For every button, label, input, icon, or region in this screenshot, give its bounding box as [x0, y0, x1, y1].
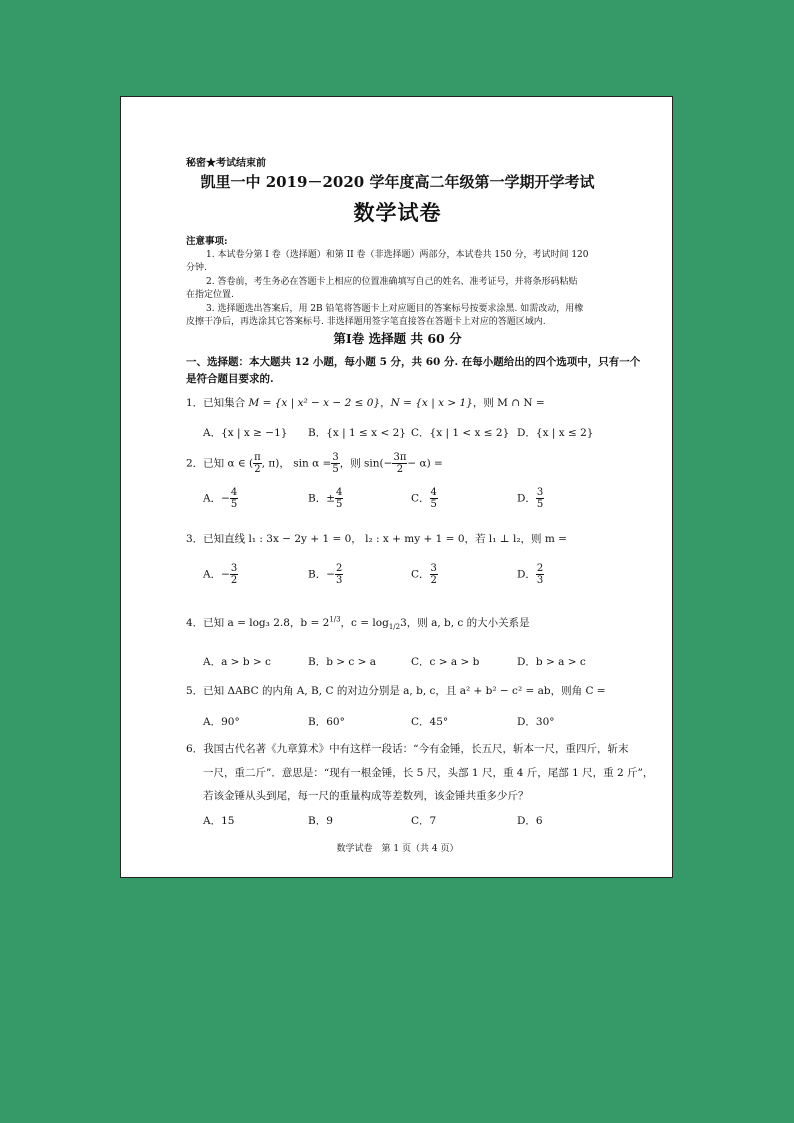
opt-fraction: [430, 563, 438, 586]
q2-text: , π)， sin α =: [261, 457, 332, 470]
notice-heading: 注意事项:: [186, 236, 228, 247]
frac-den: 2: [396, 464, 404, 475]
opt-fraction: [230, 563, 238, 586]
q1-text: 1．已知集合: [186, 397, 249, 409]
notice-line: 皮擦干净后，再选涂其它答案标号. 非选择题用签字笔直接答在答题卡上对应的答题区域内.: [186, 317, 546, 327]
question-6-line: 一尺，重二斤”．意思是：“现有一根金锤，长 5 尺，头部 1 尺，重 4 斤，尾部 1 尺，重 2 斤”，: [203, 767, 654, 779]
q4-text: 4．已知 a = log₃ 2.8，b = 2: [186, 617, 330, 629]
frac-num: 3: [430, 563, 437, 574]
frac-den: 5: [536, 499, 544, 510]
notice-line: 在指定位置.: [186, 290, 234, 300]
q2-option-c: [411, 487, 438, 510]
frac-den: 2: [230, 575, 238, 586]
opt-fraction: [335, 563, 343, 586]
q2-fraction: [392, 452, 407, 475]
q6-option-d: D．6: [517, 815, 543, 827]
frac-den: 3: [336, 575, 343, 586]
q5-option-b: B．60°: [308, 716, 345, 728]
exam-page: [120, 96, 673, 878]
opt-fraction: [230, 487, 238, 510]
opt-label: B．−: [308, 568, 336, 581]
q4-option-c: C．c > a > b: [411, 656, 480, 668]
q4-option-d: D．b > a > c: [517, 656, 586, 668]
q6-option-a: A．15: [203, 815, 235, 827]
frac-den: 2: [254, 464, 261, 475]
q1-option-c: C．{x | 1 < x ≤ 2}: [411, 427, 510, 439]
frac-num: 2: [536, 563, 544, 574]
frac-num: 3π: [393, 452, 407, 463]
q5-option-a: A．90°: [203, 716, 240, 728]
q4-exponent: 1/3: [329, 615, 341, 624]
q2-option-b: [308, 487, 343, 510]
q2-fraction: [253, 452, 262, 475]
notice-line: 分钟.: [186, 263, 207, 273]
q1-set-m: M = {x | x² − x − 2 ≤ 0}: [248, 397, 381, 409]
q6-option-c: C．7: [411, 815, 437, 827]
q5-option-d: D．30°: [517, 716, 555, 728]
question-1-stem: [186, 395, 545, 410]
q3-option-b: [308, 563, 343, 586]
section-intro: 是符合题目要求的.: [186, 373, 274, 385]
q3-option-c: [411, 563, 438, 586]
opt-label: C．: [411, 492, 430, 505]
subject-title: 数学试卷: [353, 200, 442, 225]
q2-text: 2．已知 α ∈ (: [186, 457, 254, 470]
notice-line: 3. 选择题选出答案后，用 2B 铅笔将答题卡上对应题目的答案标号按要求涂黑. 如需改动，用橡: [206, 304, 584, 314]
question-3-stem: 3．已知直线 l₁ : 3x − 2y + 1 = 0， l₂ : x + my + 1 = 0，若 l₁ ⊥ l₂，则 m =: [186, 533, 567, 545]
q2-text: ，则 sin(−: [339, 457, 393, 470]
opt-fraction: [430, 487, 438, 510]
q2-option-a: [203, 487, 238, 510]
q4-log-base: 1/2: [388, 623, 401, 632]
opt-fraction: [536, 563, 544, 586]
frac-num: 3: [230, 563, 238, 574]
question-4-stem: [186, 615, 530, 631]
frac-num: 2: [336, 563, 343, 574]
section-intro: 一、选择题：本大题共 12 小题，每小题 5 分，共 60 分. 在每小题给出的四个选项中，只有一个: [186, 356, 641, 368]
section-title: 第Ⅰ卷 选择题 共 60 分: [333, 331, 462, 346]
frac-num: 4: [430, 487, 437, 498]
q3-option-d: [517, 563, 544, 586]
frac-den: 3: [536, 575, 544, 586]
frac-num: 3: [536, 487, 544, 498]
exam-title: 凯里一中 2019－2020 学年度高二年级第一学期开学考试: [200, 173, 595, 191]
question-5-stem: 5．已知 ΔABC 的内角 A, B, C 的对边分别是 a, b, c，且 a² + b² − c² = ab，则角 C =: [186, 685, 606, 697]
notice-line: 2. 答卷前，考生务必在答题卡上相应的位置准确填写自己的姓名、准考证号，并将条形码粘贴: [206, 277, 578, 287]
notice-line: 1. 本试卷分第 I 卷（选择题）和第 II 卷（非选择题）两部分，本试卷共 150 分，考试时间 120: [206, 250, 589, 260]
opt-label: A．−: [203, 492, 230, 505]
q1-option-b: B．{x | 1 ≤ x < 2}: [308, 427, 406, 439]
frac-den: 5: [332, 464, 339, 475]
confidential-label: 秘密★考试结束前: [186, 158, 266, 169]
q1-option-d: D．{x | x ≤ 2}: [517, 427, 594, 439]
q1-text: ，: [380, 397, 391, 409]
page-footer: 数学试卷 第 1 页（共 4 页）: [336, 844, 459, 854]
question-6-line: 6．我国古代名著《九章算术》中有这样一段话：“今有金锤，长五尺，斩本一尺，重四斤，斩末: [186, 743, 629, 755]
frac-den: 5: [336, 499, 343, 510]
question-6-line: 若该金锤从头到尾，每一尺的重量构成等差数列，该金锤共重多少斤？: [203, 790, 529, 802]
q6-option-b: B．9: [308, 815, 333, 827]
q2-fraction: [331, 452, 339, 475]
opt-label: B．±: [308, 492, 336, 505]
q1-option-a: A．{x | x ≥ −1}: [203, 427, 288, 439]
opt-label: A．−: [203, 568, 230, 581]
frac-den: 5: [430, 499, 437, 510]
opt-fraction: [536, 487, 544, 510]
q1-text: ，则 M ∩ N =: [472, 397, 545, 409]
q2-option-d: [517, 487, 544, 510]
q4-option-a: A．a > b > c: [203, 656, 271, 668]
q4-option-b: B．b > c > a: [308, 656, 377, 668]
frac-num: 4: [336, 487, 343, 498]
opt-label: D．: [517, 492, 536, 505]
frac-num: 3: [332, 452, 339, 463]
q4-text: 3，则 a, b, c 的大小关系是: [400, 617, 530, 629]
frac-num: 4: [230, 487, 238, 498]
frac-den: 2: [430, 575, 437, 586]
q1-set-n: N = {x | x > 1}: [390, 397, 473, 409]
opt-label: C．: [411, 568, 430, 581]
opt-label: D．: [517, 568, 536, 581]
frac-num: π: [254, 452, 261, 463]
q3-option-a: [203, 563, 238, 586]
q2-text: − α) =: [407, 457, 443, 470]
question-2-stem: [186, 452, 443, 475]
frac-den: 5: [230, 499, 238, 510]
q4-text: ，c = log: [340, 617, 389, 629]
opt-fraction: [335, 487, 343, 510]
q5-option-c: C．45°: [411, 716, 449, 728]
